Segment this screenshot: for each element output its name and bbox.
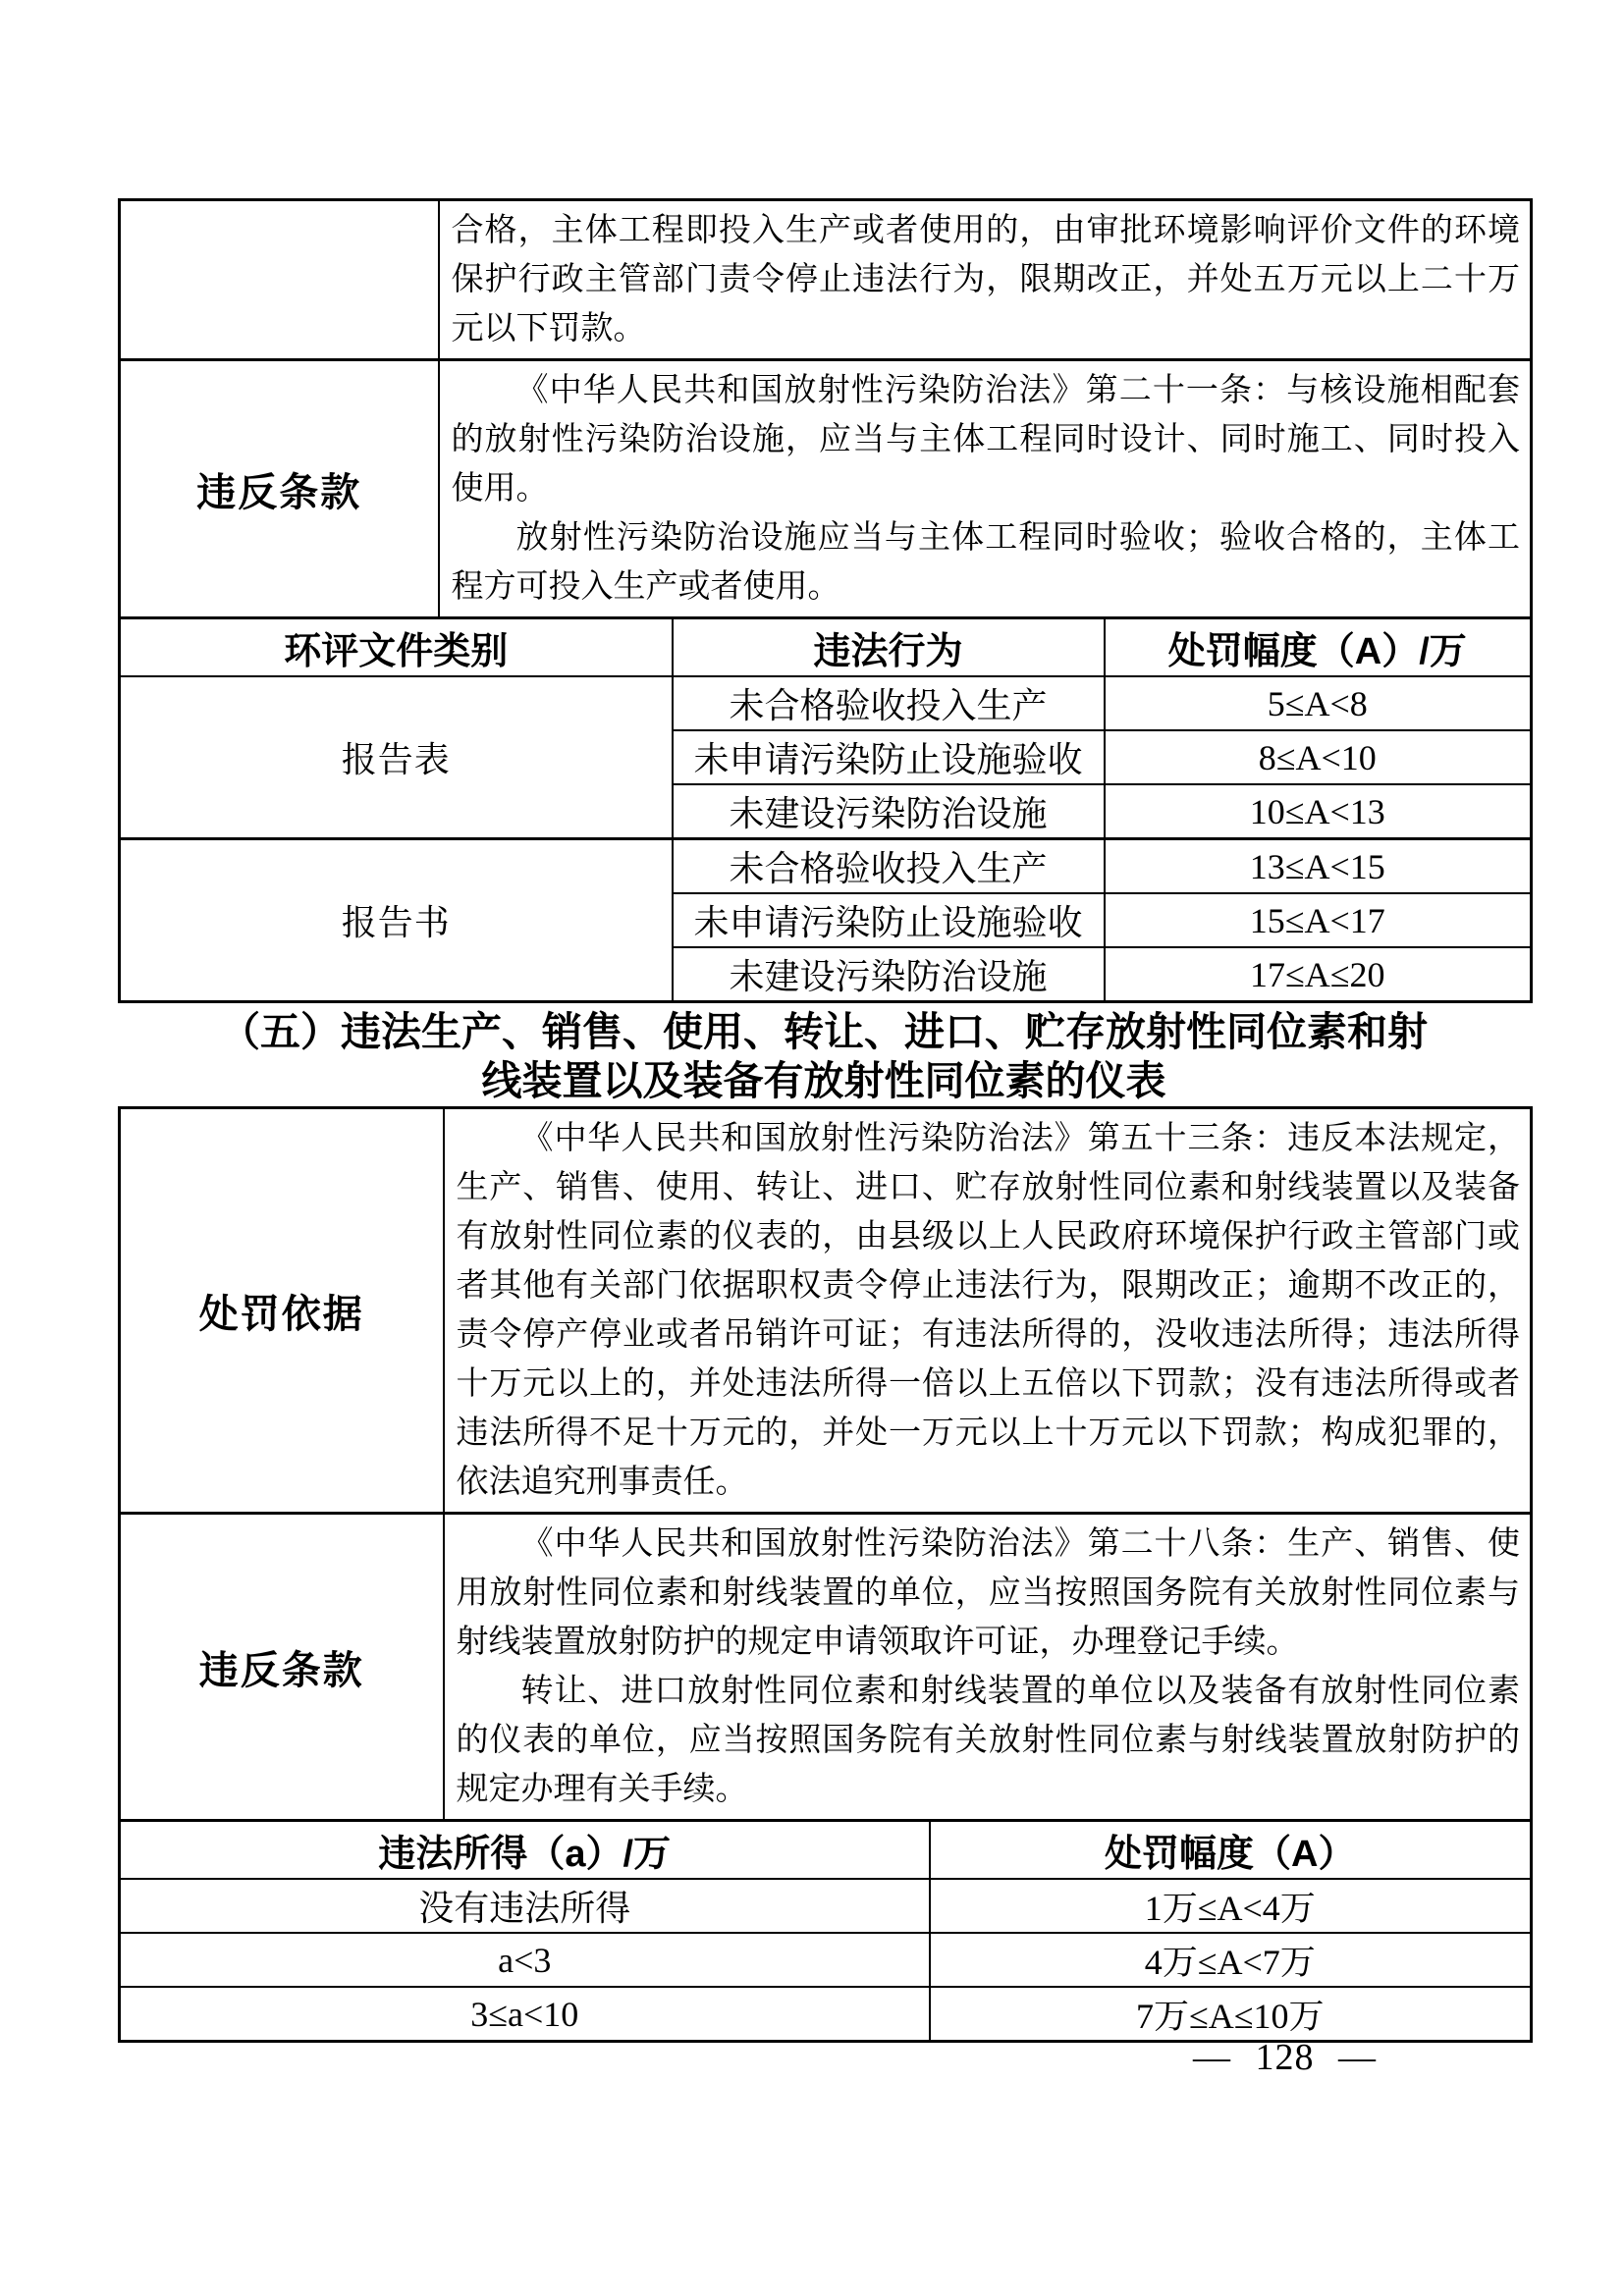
illegal-income-cell: 3≤a<10 [120, 1987, 930, 2042]
table-row [120, 1514, 1532, 1821]
row-label-violated-clause: 违反条款 [120, 1514, 444, 1821]
penalty-range-cell: 8≤A<10 [1105, 730, 1532, 784]
category-report-form: 报告表 [120, 676, 673, 839]
illegal-income-cell: a<3 [120, 1933, 930, 1987]
paragraph: 《中华人民共和国放射性污染防治法》第二十一条：与核设施相配套的放射性污染防治设施，应当与主体工程同时设计、同时施工、同时投入使用。 [451, 373, 1521, 507]
paragraph: 转让、进口放射性同位素和射线装置的单位以及装备有放射性同位素的仪表的单位，应当按照国务院有关放射性同位素与射线装置放射防护的规定办理有关手续。 [456, 1674, 1520, 1807]
table-row [120, 676, 1532, 730]
table-row [120, 200, 1532, 360]
column-header-eia-category: 环评文件类别 [120, 618, 673, 677]
paragraph: 合格，主体工程即投入生产或者使用的，由审批环境影响评价文件的环境保护行政主管部门责令停止违法行为，限期改正，并处五万元以上二十万元以下罚款。 [451, 213, 1521, 347]
illegal-act-cell: 未申请污染防止设施验收 [673, 730, 1105, 784]
continuation-text-cell [439, 200, 1532, 360]
table-row [120, 839, 1532, 894]
illegal-act-cell: 未建设污染防治设施 [673, 784, 1105, 839]
penalty-range-cell: 1万≤A<4万 [930, 1879, 1532, 1933]
table-row [120, 1879, 1532, 1933]
penalty-table-nuclear-facilities [118, 198, 1533, 1003]
penalty-range-cell: 10≤A<13 [1105, 784, 1532, 839]
penalty-range-cell: 5≤A<8 [1105, 676, 1532, 730]
penalty-range-cell: 13≤A<15 [1105, 839, 1532, 894]
illegal-act-cell: 未申请污染防止设施验收 [673, 893, 1105, 947]
illegal-income-cell: 没有违法所得 [120, 1879, 930, 1933]
section-heading-line2: 线装置以及装备有放射性同位素的仪表 [481, 1058, 1166, 1103]
row-label-violated-clause: 违反条款 [120, 360, 439, 618]
row-label-penalty-basis: 处罚依据 [120, 1108, 444, 1514]
illegal-act-cell: 未建设污染防治设施 [673, 947, 1105, 1002]
column-header-illegal-act: 违法行为 [673, 618, 1105, 677]
page-number: — 128 — [1193, 2037, 1377, 2078]
violated-clause-text-cell [444, 1514, 1532, 1821]
penalty-range-cell: 4万≤A<7万 [930, 1933, 1532, 1987]
paragraph: 放射性污染防治设施应当与主体工程同时验收；验收合格的，主体工程方可投入生产或者使用。 [451, 520, 1521, 605]
section-heading [118, 1007, 1530, 1105]
penalty-range-cell: 17≤A≤20 [1105, 947, 1532, 1002]
table-row [120, 360, 1532, 618]
category-report-book: 报告书 [120, 839, 673, 1002]
illegal-act-cell: 未合格验收投入生产 [673, 839, 1105, 894]
column-header-penalty-range: 处罚幅度（A）/万 [1105, 618, 1532, 677]
row-label-empty [120, 200, 439, 360]
grid-header-row [120, 1821, 1532, 1880]
paragraph: 《中华人民共和国放射性污染防治法》第二十八条：生产、销售、使用放射性同位素和射线装置的单位，应当按照国务院有关放射性同位素与射线装置放射防护的规定申请领取许可证，办理登记手续。 [456, 1526, 1520, 1660]
violated-clause-text-cell [439, 360, 1532, 618]
grid-header-row [120, 618, 1532, 677]
column-header-penalty-range: 处罚幅度（A） [930, 1821, 1532, 1880]
penalty-range-cell: 15≤A<17 [1105, 893, 1532, 947]
column-header-illegal-income: 违法所得（a）/万 [120, 1821, 930, 1880]
penalty-basis-text-cell [444, 1108, 1532, 1514]
table-row [120, 1933, 1532, 1987]
illegal-act-cell: 未合格验收投入生产 [673, 676, 1105, 730]
penalty-table-radioisotopes [118, 1106, 1533, 2043]
paragraph: 《中华人民共和国放射性污染防治法》第五十三条：违反本法规定，生产、销售、使用、转让、进口、贮存放射性同位素和射线装置以及装备有放射性同位素的仪表的，由县级以上人民政府环境保护行政主管部门或者其他有关部门依据职权责令停止违法行为，限期改正；逾期不改正的，责令停产停业或者吊销许可证；有违法所得的，没收违法所得；违法所得十万元以上的，并处违法所得一倍以上五倍以下罚款；没有违法所得或者违法所得不足十万元的，并处一万元以上十万元以下罚款；构成犯罪的，依法追究刑事责任。 [456, 1121, 1520, 1500]
penalty-range-cell: 7万≤A≤10万 [930, 1987, 1532, 2042]
table-row [120, 1108, 1532, 1514]
table-row [120, 1987, 1532, 2042]
section-heading-line1: （五）违法生产、销售、使用、转让、进口、贮存放射性同位素和射 [220, 1009, 1428, 1054]
